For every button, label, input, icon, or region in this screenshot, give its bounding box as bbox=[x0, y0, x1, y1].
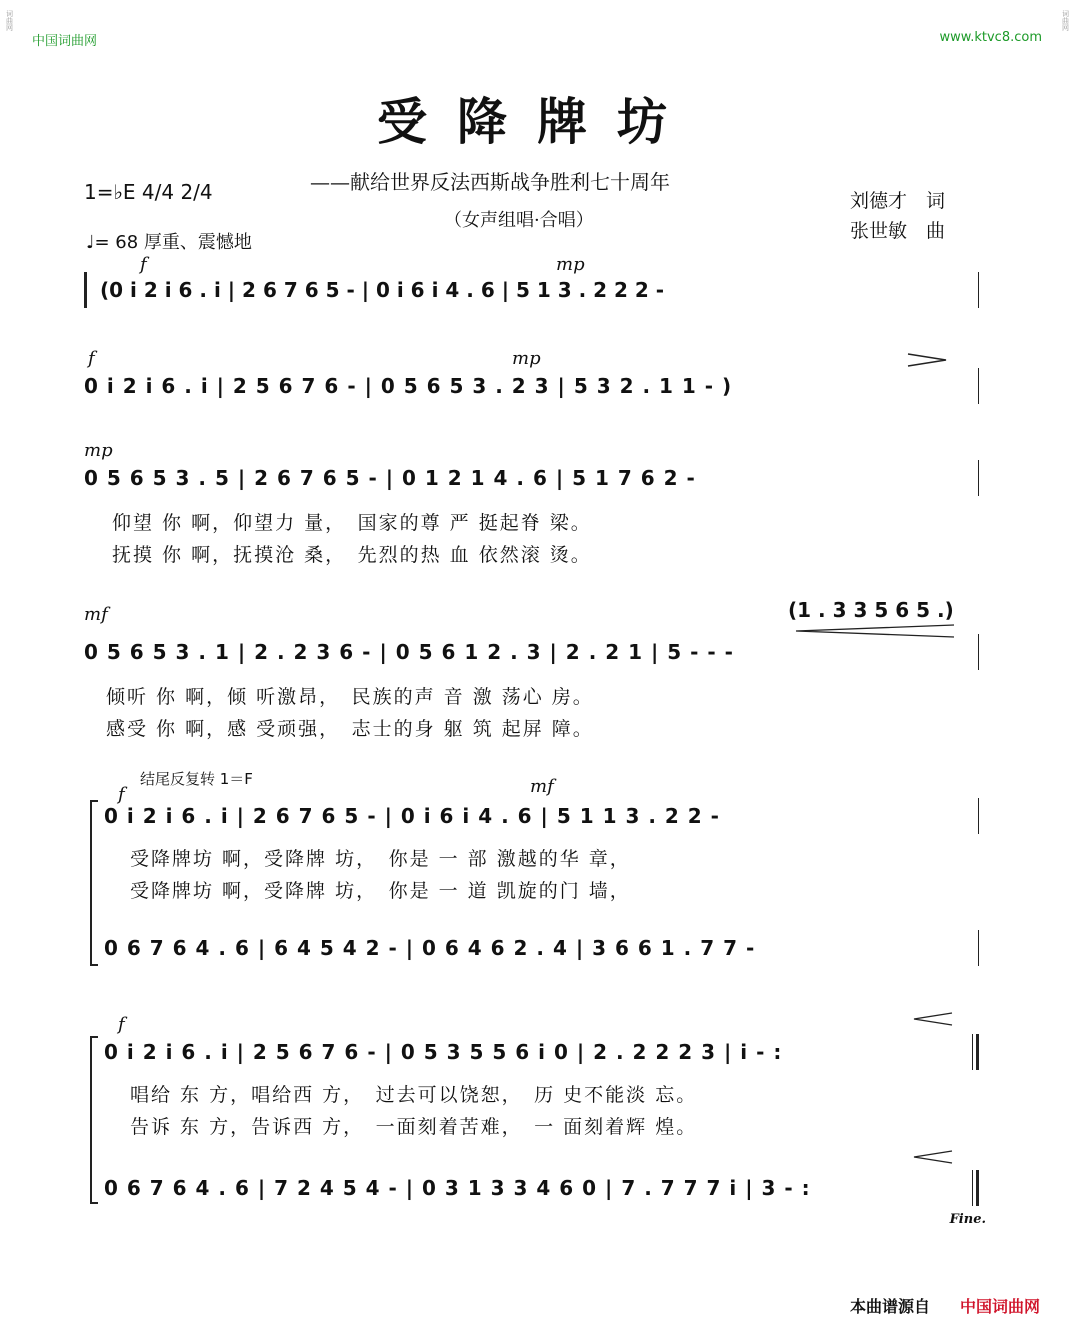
footer-site-link[interactable]: 中国词曲网 bbox=[959, 1297, 1040, 1316]
decrescendo-mark bbox=[914, 1150, 954, 1164]
dynamic-mark: mp bbox=[84, 440, 113, 461]
system-brace bbox=[90, 800, 98, 966]
barline bbox=[978, 368, 979, 404]
dynamic-mark: mf bbox=[84, 604, 108, 625]
footer-source-label: 本曲谱源自 bbox=[849, 1297, 930, 1316]
system-4-notes: 0 5 6 5 3 . 1 | 2 . 2 3 6 - | 0 5 6 1 2 . 3 | 2 . 2 1 | 5 - - - bbox=[84, 640, 734, 664]
repeat-end-barline bbox=[976, 1034, 979, 1070]
repeat-modulation-note: 结尾反复转 1＝F bbox=[140, 770, 253, 788]
final-barline bbox=[976, 1170, 979, 1206]
decrescendo-mark bbox=[914, 1012, 954, 1026]
system-2-notes: 0 i 2 i 6 . i | 2 5 6 7 6 - | 0 5 6 5 3 . 2 3 | 5 3 2 . 1 1 - ) bbox=[84, 374, 733, 398]
crescendo-mark bbox=[796, 624, 956, 638]
tempo-marking: ♩= 68 厚重、震憾地 bbox=[86, 232, 252, 253]
barline bbox=[972, 1034, 973, 1070]
system-5-upper-notes: 0 i 2 i 6 . i | 2 6 7 6 5 - | 0 i 6 i 4 . 6 | 5 1 1 3 . 2 2 - bbox=[104, 804, 720, 828]
lyrics-verse-2: 告诉 东 方，告诉西 方， 一面刻着苦难， 一 面刻着辉 煌。 bbox=[130, 1116, 698, 1138]
dynamic-mark: mf bbox=[530, 776, 554, 797]
lyrics-verse-1: 受降牌坊 啊，受降牌 坊， 你是 一 部 激越的华 章， bbox=[130, 848, 631, 870]
site-name-left[interactable]: 中国词曲网 bbox=[32, 34, 98, 49]
dynamic-mark: f bbox=[118, 784, 125, 805]
repeat-start-barline bbox=[84, 272, 87, 308]
lyrics-verse-2: 受降牌坊 啊，受降牌 坊， 你是 一 道 凯旋的门 墙， bbox=[130, 880, 631, 902]
barline bbox=[978, 272, 979, 308]
song-subtitle: ——献给世界反法西斯战争胜利七十周年 bbox=[310, 170, 670, 194]
system-brace bbox=[90, 1036, 98, 1204]
accent-mark bbox=[908, 352, 948, 368]
barline bbox=[978, 930, 979, 966]
barline bbox=[972, 1170, 973, 1206]
lyrics-verse-2: 感受 你 啊，感 受顽强， 志士的身 躯 筑 起屏 障。 bbox=[106, 718, 594, 740]
barline bbox=[978, 460, 979, 496]
dynamic-mark: mp bbox=[556, 254, 585, 275]
lyrics-verse-1: 仰望 你 啊，仰望力 量， 国家的尊 严 挺起脊 梁。 bbox=[112, 512, 592, 534]
lyrics-verse-2: 抚摸 你 啊，抚摸沧 桑， 先烈的热 血 依然滚 烫。 bbox=[112, 544, 592, 566]
dynamic-mark: f bbox=[88, 348, 95, 369]
performance-type: （女声组唱·合唱） bbox=[444, 210, 594, 231]
system-6-upper-notes: 0 i 2 i 6 . i | 2 5 6 7 6 - | 0 5 3 5 5 6 i 0 | 2 . 2 2 2 3 | i - : bbox=[104, 1040, 783, 1064]
lyrics-verse-1: 唱给 东 方，唱给西 方， 过去可以饶恕， 历 史不能淡 忘。 bbox=[130, 1084, 698, 1106]
lyrics-verse-1: 倾听 你 啊，倾 听激昂， 民族的声 音 激 荡心 房。 bbox=[106, 686, 594, 708]
system-3-notes: 0 5 6 5 3 . 5 | 2 6 7 6 5 - | 0 1 2 1 4 . 6 | 5 1 7 6 2 - bbox=[84, 466, 696, 490]
bracketed-phrase: (1 . 3 3 5 6 5 .) bbox=[788, 598, 954, 622]
song-title: 受降牌坊 bbox=[377, 92, 697, 151]
barline bbox=[978, 634, 979, 670]
dynamic-mark: mp bbox=[512, 348, 541, 369]
system-6-lower-notes: 0 6 7 6 4 . 6 | 7 2 4 5 4 - | 0 3 1 3 3 4 6 0 | 7 . 7 7 7 i | 3 - : bbox=[104, 1176, 811, 1200]
fine-marking: Fine. bbox=[949, 1212, 986, 1227]
system-1-notes: (0 i 2 i 6 . i | 2 6 7 6 5 - | 0 i 6 i 4 . 6 | 5 1 3 . 2 2 2 - bbox=[100, 278, 665, 302]
site-url-right[interactable]: www.ktvc8.com bbox=[939, 30, 1042, 45]
barline bbox=[978, 798, 979, 834]
dynamic-mark: f bbox=[118, 1014, 125, 1035]
left-watermark-strip bbox=[0, 0, 18, 1342]
lyricist-credit: 刘德才 词 bbox=[850, 190, 946, 212]
watermark-text: 词曲网 bbox=[5, 10, 14, 31]
key-signature: 1=♭E 4/4 2/4 bbox=[84, 180, 213, 204]
dynamic-mark: f bbox=[140, 254, 147, 275]
system-5-lower-notes: 0 6 7 6 4 . 6 | 6 4 5 4 2 - | 0 6 4 6 2 . 4 | 3 6 6 1 . 7 7 - bbox=[104, 936, 756, 960]
right-watermark-strip bbox=[1056, 0, 1074, 1342]
composer-credit: 张世敏 曲 bbox=[850, 220, 946, 242]
watermark-text: 词曲网 bbox=[1061, 10, 1070, 31]
